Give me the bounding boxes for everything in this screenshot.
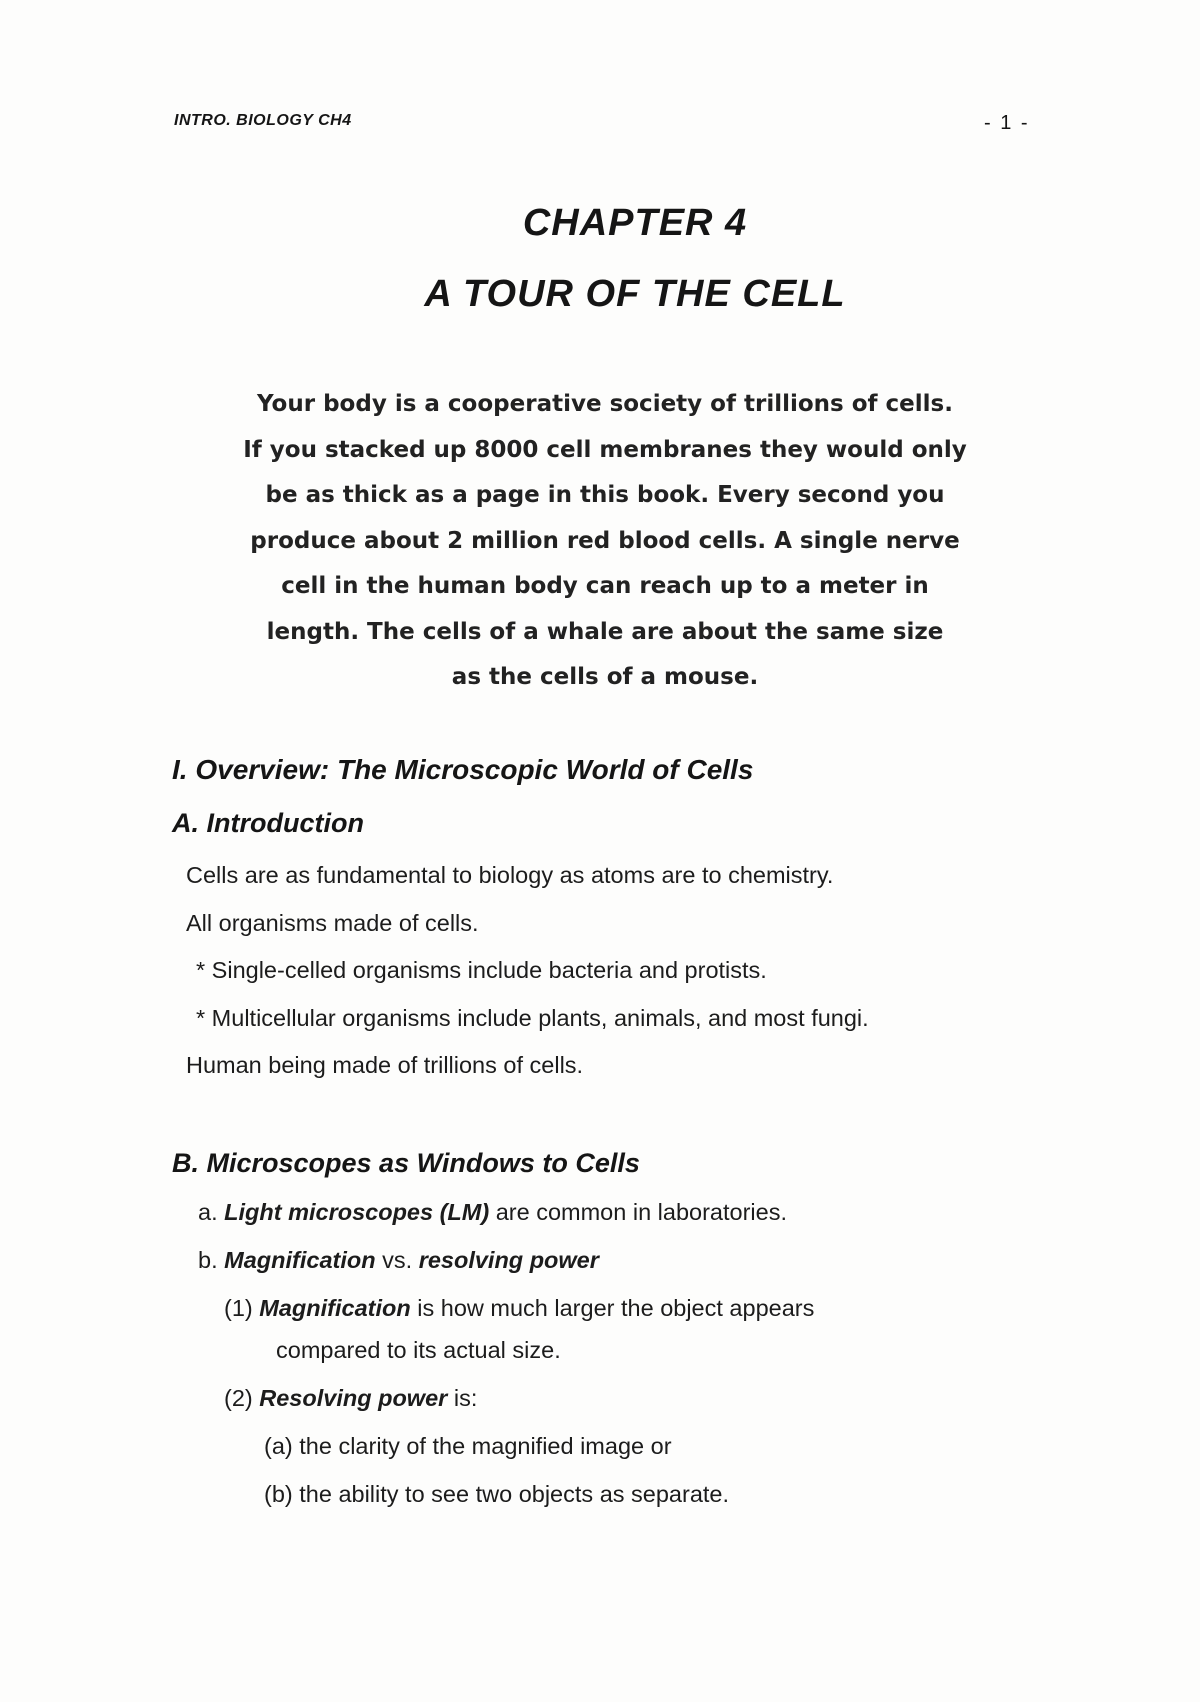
body-line: Cells are as fundamental to biology as atoms are to chemistry. <box>186 862 834 888</box>
intro-line: length. The cells of a whale are about the same size <box>266 618 944 645</box>
term-resolving-power: resolving power <box>418 1247 599 1273</box>
intro-line: Your body is a cooperative society of trillions of cells. <box>257 391 953 417</box>
item-text: is: <box>447 1385 478 1411</box>
running-head: INTRO. BIOLOGY CH4 <box>174 112 352 129</box>
intro-line: If you stacked up 8000 cell membranes they would only <box>243 436 967 463</box>
intro-line: as the cells of a mouse. <box>451 664 759 690</box>
term-light-microscopes: Light microscopes (LM) <box>224 1199 490 1225</box>
list-item-2 <box>224 1385 477 1412</box>
chapter-title: A TOUR OF THE CELL <box>424 273 846 315</box>
item-text: is how much larger the object appears <box>410 1295 815 1321</box>
list-item-1 <box>224 1295 814 1322</box>
list-item-b <box>198 1247 599 1274</box>
item-text: are common in laboratories. <box>489 1199 787 1225</box>
intro-line: cell in the human body can reach up to a meter in <box>281 573 929 599</box>
body-line: Human being made of trillions of cells. <box>186 1052 584 1078</box>
list-item-2b: (b) the ability to see two objects as separate. <box>264 1481 730 1507</box>
term-resolving-power: Resolving power <box>259 1385 448 1411</box>
intro-line: be as thick as a page in this book. Every second you <box>265 482 945 508</box>
list-item-a <box>198 1199 787 1226</box>
list-marker: a. <box>198 1199 218 1225</box>
list-marker: (2) <box>224 1385 253 1411</box>
intro-line: produce about 2 million red blood cells. A single nerve <box>250 527 960 554</box>
bullet-line: * Multicellular organisms include plants, animals, and most fungi. <box>196 1005 869 1031</box>
list-marker: b. <box>198 1247 218 1273</box>
list-marker: (1) <box>224 1295 253 1321</box>
list-item-1-continued: compared to its actual size. <box>276 1337 561 1363</box>
section-heading: I. Overview: The Microscopic World of Cells <box>172 754 754 785</box>
list-item-2a: (a) the clarity of the magnified image or <box>264 1433 672 1459</box>
chapter-number: CHAPTER 4 <box>522 202 748 244</box>
subsection-heading-microscopes: B. Microscopes as Windows to Cells <box>172 1148 640 1178</box>
page-number: - 1 - <box>984 112 1030 134</box>
term-magnification: Magnification <box>224 1247 376 1273</box>
bullet-line: * Single-celled organisms include bacteria and protists. <box>196 957 767 983</box>
intro-paragraph <box>200 382 1010 701</box>
item-text: vs. <box>375 1247 419 1273</box>
term-magnification: Magnification <box>259 1295 411 1321</box>
subsection-heading-introduction: A. Introduction <box>172 808 364 838</box>
body-line: All organisms made of cells. <box>186 910 479 936</box>
